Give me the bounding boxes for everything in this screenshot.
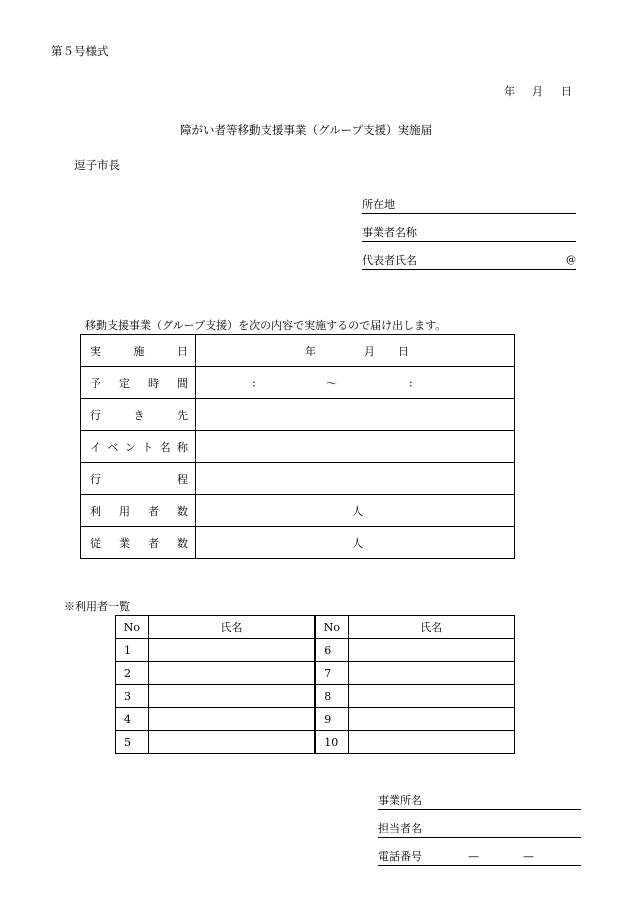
row-number: 7	[315, 662, 348, 685]
row-number: 6	[315, 639, 348, 662]
value-date[interactable]	[196, 335, 515, 367]
row-number: 9	[315, 708, 348, 731]
col-name-right: 氏名	[348, 616, 514, 639]
name-cell[interactable]	[348, 639, 514, 662]
value-date-year: 年	[305, 344, 316, 358]
name-cell[interactable]	[348, 685, 514, 708]
value-itinerary[interactable]	[196, 463, 515, 495]
value-staff[interactable]	[196, 527, 515, 559]
value-event[interactable]	[196, 431, 515, 463]
user-list-table	[115, 615, 515, 754]
label-itinerary: 行 程	[81, 463, 196, 495]
name-cell[interactable]	[148, 639, 315, 662]
phone-dash-1: —	[468, 850, 479, 863]
row-staff	[81, 527, 515, 559]
time-colon-start: :	[252, 376, 256, 389]
value-date-month: 月	[364, 344, 375, 358]
value-destination[interactable]	[196, 399, 515, 431]
time-colon-end: :	[409, 376, 413, 389]
office-name-label: 事業所名	[378, 794, 422, 807]
col-no-left: No	[116, 616, 149, 639]
row-number: 4	[116, 708, 149, 731]
col-name-left: 氏名	[148, 616, 315, 639]
table-row	[116, 685, 515, 708]
person-in-charge-label: 担当者名	[378, 822, 422, 835]
report-table	[80, 334, 515, 559]
table-row	[116, 639, 515, 662]
value-date-day: 日	[398, 344, 409, 358]
time-tilde: ～	[326, 376, 337, 390]
representative-label: 代表者氏名	[362, 254, 417, 267]
label-time: 予 定 時 間	[81, 367, 196, 399]
row-time	[81, 367, 515, 399]
intro-text: 移動支援事業（グループ支援）を次の内容で実施するので届け出します。	[85, 319, 447, 332]
table-row	[116, 731, 515, 754]
value-time[interactable]	[196, 367, 515, 399]
form-title: 障がい者等移動支援事業（グループ支援）実施届	[180, 123, 433, 137]
user-list-heading: ※利用者一覧	[64, 600, 130, 613]
name-cell[interactable]	[348, 662, 514, 685]
date-year: 年	[504, 85, 515, 98]
name-cell[interactable]	[148, 708, 315, 731]
users-unit: 人	[352, 504, 363, 518]
row-users	[81, 495, 515, 527]
row-number: 8	[315, 685, 348, 708]
phone-dash-2: —	[523, 850, 534, 863]
business-name-line[interactable]	[362, 226, 576, 242]
name-cell[interactable]	[348, 708, 514, 731]
row-event	[81, 431, 515, 463]
name-cell[interactable]	[148, 685, 315, 708]
business-name-label: 事業者名称	[362, 226, 417, 239]
row-number: 10	[315, 731, 348, 754]
label-staff: 従 業 者 数	[81, 527, 196, 559]
label-date: 実 施 日	[81, 335, 196, 367]
row-itinerary	[81, 463, 515, 495]
label-event: イ ベ ン ト 名 称	[81, 431, 196, 463]
address-label: 所在地	[362, 198, 395, 211]
label-users: 利 用 者 数	[81, 495, 196, 527]
row-date	[81, 335, 515, 367]
table-row	[116, 662, 515, 685]
user-list-header	[116, 616, 515, 639]
seal-mark: @	[566, 255, 576, 266]
value-users[interactable]	[196, 495, 515, 527]
representative-line[interactable]	[362, 254, 576, 270]
phone-number-line[interactable]	[378, 850, 581, 866]
row-number: 2	[116, 662, 149, 685]
form-number: 第５号様式	[51, 44, 109, 58]
table-row	[116, 708, 515, 731]
phone-number-label: 電話番号	[378, 850, 422, 863]
staff-unit: 人	[352, 536, 363, 550]
label-destination: 行 き 先	[81, 399, 196, 431]
date-day: 日	[561, 85, 572, 98]
name-cell[interactable]	[148, 662, 315, 685]
person-in-charge-line[interactable]	[378, 822, 581, 838]
row-number: 3	[116, 685, 149, 708]
name-cell[interactable]	[148, 731, 315, 754]
name-cell[interactable]	[348, 731, 514, 754]
addressee: 逗子市長	[74, 158, 120, 172]
row-number: 1	[116, 639, 149, 662]
address-line[interactable]	[362, 198, 576, 214]
date-month: 月	[532, 85, 543, 98]
col-no-right: No	[315, 616, 348, 639]
row-number: 5	[116, 731, 149, 754]
office-name-line[interactable]	[378, 794, 581, 810]
row-destination	[81, 399, 515, 431]
